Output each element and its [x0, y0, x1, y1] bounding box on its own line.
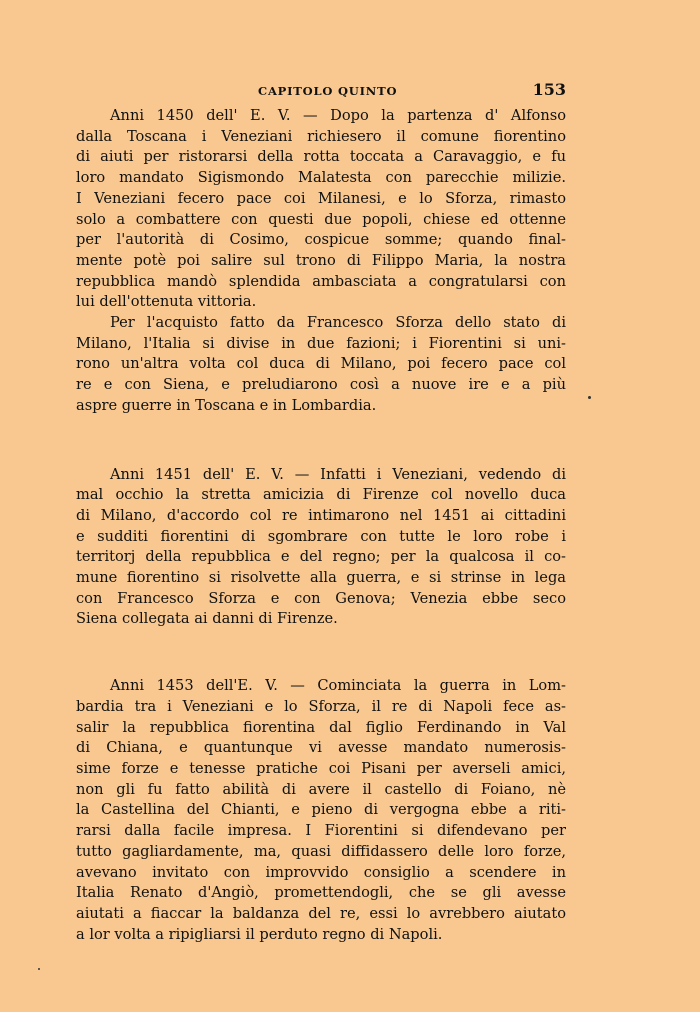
text-line: sime forze e tenesse pratiche coi Pisani per averseli amici, [76, 759, 566, 777]
section-1450 [76, 106, 566, 417]
section-1453 [76, 676, 566, 945]
text-line: Anni 1451 dell' E. V. — Infatti i Veneziani, vedendo di [110, 465, 566, 483]
text-line: salir la repubblica fiorentina dal figlio Ferdinando in Val [76, 718, 566, 736]
text-line: con Francesco Sforza e con Genova; Venezia ebbe seco [76, 589, 566, 607]
chapter-title: CAPITOLO QUINTO [258, 84, 398, 98]
text-line: aiutati a fiaccar la baldanza del re, essi lo avrebbero aiutato [76, 904, 566, 922]
text-line: di Chiana, e quantunque vi avesse mandato numerosis- [76, 739, 566, 757]
text-line: la Castellina del Chianti, e pieno di vergogna ebbe a riti- [76, 801, 566, 819]
paragraph [76, 313, 566, 417]
ink-speck [38, 968, 40, 970]
page-number: 153 [532, 80, 566, 99]
text-line: a lor volta a ripigliarsi il perduto regno di Napoli. [76, 925, 443, 943]
text-line: bardia tra i Veneziani e lo Sforza, il re di Napoli fece as- [76, 697, 566, 715]
text-line: aspre guerre in Toscana e in Lombardia. [76, 396, 377, 414]
text-line: Milano, l'Italia si divise in due fazioni; i Fiorentini si uni- [76, 334, 566, 352]
text-line: di aiuti per ristorarsi della rotta toccata a Caravaggio, e fu [76, 148, 566, 166]
text-line: avevano invitato con improvvido consiglio a scendere in [76, 863, 566, 881]
text-line: mente potè poi salire sul trono di Filippo Maria, la nostra [76, 251, 566, 269]
text-line: tutto gagliardamente, ma, quasi diffidassero delle loro forze, [76, 842, 566, 860]
text-line: per l'autorità di Cosimo, cospicue somme; quando final- [76, 231, 566, 249]
book-page [76, 80, 566, 945]
text-line: rono un'altra volta col duca di Milano, poi fecero pace col [76, 355, 566, 373]
text-line: territorj della repubblica e del regno; per la qualcosa il co- [76, 548, 566, 566]
text-line: rarsi dalla facile impresa. I Fiorentini si difendevano per [76, 822, 566, 840]
text-line: loro mandato Sigismondo Malatesta con parecchie milizie. [76, 169, 566, 187]
running-head [76, 80, 566, 106]
text-line: dalla Toscana i Veneziani richiesero il comune fiorentino [76, 127, 566, 145]
text-line: solo a combattere con questi due popoli, chiese ed ottenne [76, 210, 566, 228]
ink-speck [588, 396, 591, 399]
text-line: mal occhio la stretta amicizia di Firenze col novello duca [76, 486, 566, 504]
text-line: lui dell'ottenuta vittoria. [76, 293, 257, 311]
text-line: Italia Renato d'Angiò, promettendogli, che se gli avesse [76, 884, 566, 902]
text-line: mune fiorentino si risolvette alla guerra, e si strinse in lega [76, 569, 566, 587]
text-line: non gli fu fatto abilità di avere il castello di Foiano, nè [76, 780, 566, 798]
text-line: Anni 1453 dell'E. V. — Cominciata la guerra in Lom- [110, 677, 566, 695]
paragraph [76, 106, 566, 313]
text-line: re e con Siena, e preludiarono così a nuove ire e a più [76, 376, 566, 394]
text-line: di Milano, d'accordo col re intimarono nel 1451 ai cittadini [76, 506, 566, 524]
text-line: Per l'acquisto fatto da Francesco Sforza dello stato di [110, 314, 566, 332]
text-line: I Veneziani fecero pace coi Milanesi, e lo Sforza, rimasto [76, 189, 566, 207]
text-line: Siena collegata ai danni di Firenze. [76, 610, 338, 628]
paragraph [76, 465, 566, 631]
section-1451 [76, 465, 566, 631]
text-line: e sudditi fiorentini di sgombrare con tutte le loro robe i [76, 527, 566, 545]
text-line: Anni 1450 dell' E. V. — Dopo la partenza d' Alfonso [110, 107, 566, 124]
text-line: repubblica mandò splendida ambasciata a congratularsi con [76, 272, 566, 290]
paragraph [76, 676, 566, 945]
